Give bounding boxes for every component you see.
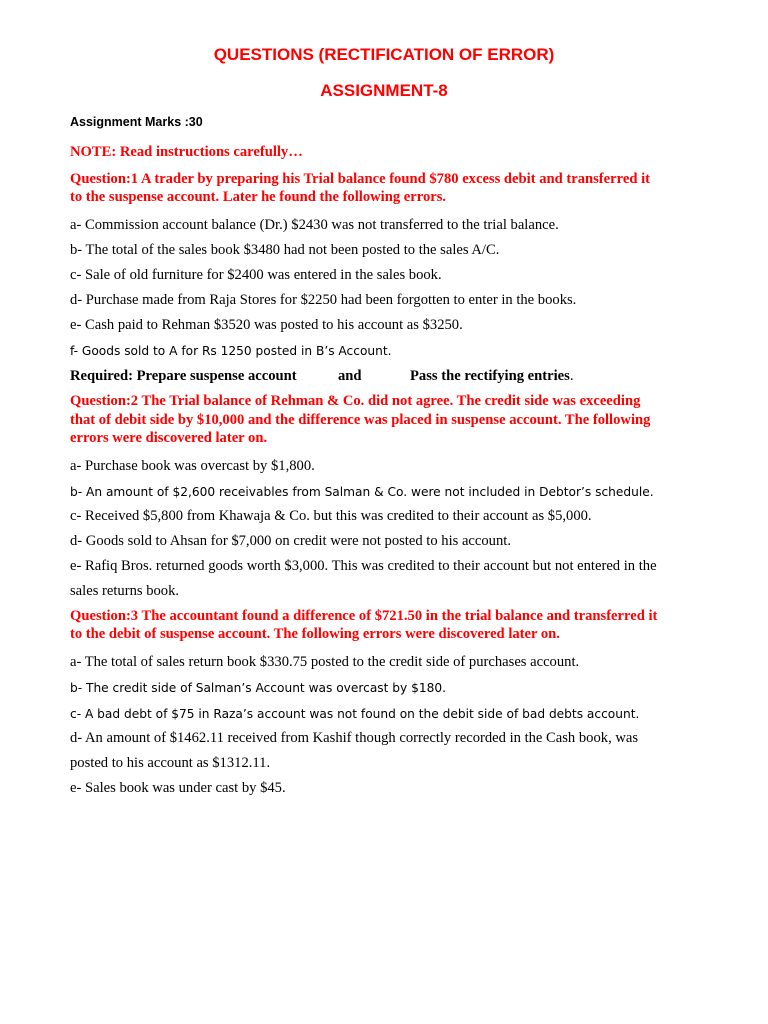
question-3-heading-line-1: Question:3 The accountant found a difference of $721.50 in the trial balance and transferred it: [70, 608, 658, 624]
question-1-heading-line-1: Question:1 A trader by preparing his Trial balance found $780 excess debit and transferred it: [70, 171, 650, 187]
question-1-item-b: b- The total of the sales book $3480 had not been posted to the sales A/C.: [70, 242, 500, 258]
question-1-item-d: d- Purchase made from Raja Stores for $2250 had been forgotten to enter in the books.: [70, 292, 577, 308]
question-2-item-b: b- An amount of $2,600 receivables from Salman & Co. were not included in Debtor’s schedule.: [70, 485, 654, 499]
question-1-item-e: e- Cash paid to Rehman $3520 was posted to his account as $3250.: [70, 317, 463, 333]
page-title: QUESTIONS (RECTIFICATION OF ERROR): [213, 45, 555, 64]
question-3-heading-line-2: to the debit of suspense account. The following errors were discovered later on.: [70, 626, 560, 642]
question-1-item-f: f- Goods sold to A for Rs 1250 posted in B’s Account.: [70, 344, 392, 358]
required-pass: [410, 367, 573, 386]
instructions-note: NOTE: Read instructions carefully…: [70, 144, 303, 160]
question-3-item-d: d- An amount of $1462.11 received from Kashif though correctly recorded in the Cash book, was: [70, 730, 639, 746]
assignment-marks: Assignment Marks :30: [70, 115, 203, 129]
question-2-item-a: a- Purchase book was overcast by $1,800.: [70, 458, 315, 474]
question-3-item-c: c- A bad debt of $75 in Raza’s account was not found on the debit side of bad debts account.: [70, 707, 640, 721]
question-2-item-d: d- Goods sold to Ahsan for $7,000 on credit were not posted to his account.: [70, 533, 511, 549]
question-1-item-c: c- Sale of old furniture for $2400 was entered in the sales book.: [70, 267, 442, 283]
question-3-item-e: e- Sales book was under cast by $45.: [70, 780, 286, 796]
assignment-number: ASSIGNMENT-8: [320, 81, 448, 100]
question-2-heading-line-1: Question:2 The Trial balance of Rehman & Co. did not agree. The credit side was exceeding: [70, 393, 641, 409]
question-2-heading-line-2: that of debit side by $10,000 and the difference was placed in suspense account. The following: [70, 412, 651, 428]
question-1-heading-line-2: to the suspense account. Later he found the following errors.: [70, 189, 447, 205]
question-1-required: [70, 367, 710, 386]
required-pass-text: Pass the rectifying entries: [410, 368, 570, 384]
required-label: Required: Prepare suspense account: [70, 368, 297, 384]
question-3-item-a: a- The total of sales return book $330.75 posted to the credit side of purchases account.: [70, 654, 580, 670]
question-2-heading-line-3: errors were discovered later on.: [70, 430, 268, 446]
question-2-item-e-continued: sales returns book.: [70, 583, 180, 599]
question-2-item-e: e- Rafiq Bros. returned goods worth $3,000. This was credited to their account but not entered in the: [70, 558, 657, 574]
question-2-item-c: c- Received $5,800 from Khawaja & Co. but this was credited to their account as $5,000.: [70, 508, 592, 524]
question-3-item-d-continued: posted to his account as $1312.11.: [70, 755, 271, 771]
required-and: and: [338, 368, 362, 384]
question-1-item-a: a- Commission account balance (Dr.) $2430 was not transferred to the trial balance.: [70, 217, 559, 233]
required-period: .: [569, 368, 574, 384]
question-3-item-b: b- The credit side of Salman’s Account was overcast by $180.: [70, 681, 447, 695]
